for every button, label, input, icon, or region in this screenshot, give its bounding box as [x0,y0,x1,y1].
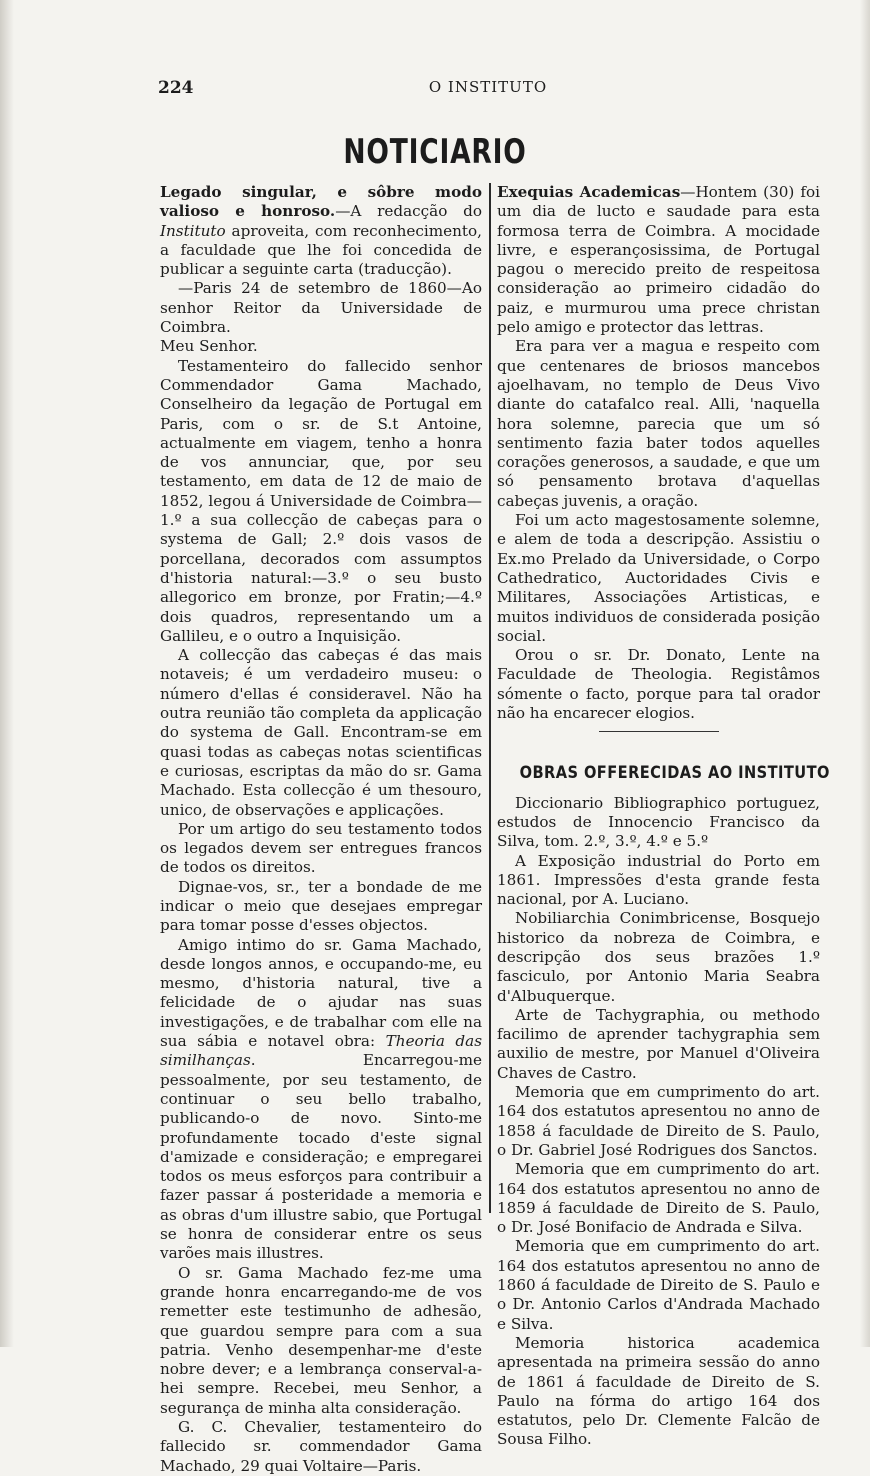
journal-name: Instituto [160,221,226,240]
letter-dateline: —Paris 24 de setembro de 1860—Ao senhor Reitor da Universidade de Coimbra. [160,279,482,337]
letter-paragraph: Testamenteiro do fallecido senhor Commendador Gama Machado, Conselheiro da legação de Portugal em Paris, com o sr. de S.t Antoine, actualmente em viagem, tenho a honra de vos annunciar, que, por seu testamento, em data de 12 de maio de 1852, legou á Universidade de Coimbra—1.º a sua collecção de cabeças para o systema de Gall; 2.º dois vasos de porcellana, decorados com assumptos d'historia natural:—3.º o seu busto allegorico em bronze, por Fratin;—4.º dois quadros, representando um a Gallileu, e o outro a Inquisição. [160,356,482,645]
exequias-paragraph: Foi um acto magestosamente solemne, e alem de toda a descripção. Assistiu o Ex.mo Prelado da Universidade, o Corpo Cathedratico, Auctoridades Civis e Militares, Associações Artisticas, e muitos individuos de considerada posição social. [497,511,820,645]
left-column [160,183,482,1476]
legacy-lead: Legado singular, e sôbre modo valioso e honroso. [160,183,482,221]
offered-work-item: Nobiliarchia Conimbricense, Bosquejo historico da nobreza de Coimbra, e descripção dos seus brazões 1.º fasciculo, por Antonio Maria Seabra d'Albuquerque. [497,909,820,1005]
right-column [497,183,830,1450]
letter-paragraph: O sr. Gama Machado fez-me uma grande honra encarregando-me de vos remetter este testimunho de adhesão, que guardou sempre para com a sua patria. Venho desempenhar-me d'este nobre dever; e a lembrança conserval-a-hei sempre. Recebei, meu Senhor, a segurança de minha alta consideração. [160,1263,482,1417]
section-divider [599,731,719,732]
running-title: O INSTITUTO [428,78,548,96]
offered-work-item: Memoria que em cumprimento do art. 164 dos estatutos apresentou no anno de 1860 á faculdade de Direito de S. Paulo e o Dr. Antonio Carlos d'Andrada Machado e Silva. [497,1237,820,1333]
exequias-paragraph: Era para ver a magua e respeito com que centenares de briosos mancebos ajoelhavam, no templo de Deus Vivo diante do catafalco real. Alli, 'naquella hora solemne, parecia que um só sentimento fazia bater todos aquelles corações generosos, a saudade, e que um só pensamento brotava d'aquellas cabeças juvenis, a oração. [497,337,820,510]
obras-section-title: OBRAS OFFERECIDAS AO INSTITUTO [519,763,830,784]
section-heading-noticiario: NOTICIARIO [343,132,527,172]
page-edge-left [0,0,14,1347]
work-title: Theoria das similhanças [160,1032,482,1070]
letter-paragraph: Dignae-vos, sr., ter a bondade de me indicar o meio que desejaes empregar para tomar posse d'esses objectos. [160,877,482,935]
exequias-lead: Exequias Academicas [497,183,681,201]
page-edge-right [860,0,870,1347]
page-number: 224 [158,78,194,98]
letter-salutation: Meu Senhor. [160,337,258,356]
offered-work-item: Memoria historica academica apresentada na primeira sessão do anno de 1861 á faculdade de Direito de S. Paulo na fórma do artigo 164 dos estatutos, pelo Dr. Clemente Falcão de Sousa Filho. [497,1333,820,1449]
letter-signature: G. C. Chevalier, testamenteiro do fallecido sr. commendador Gama Machado, 29 quai Voltaire—Paris. [160,1418,482,1475]
legacy-intro-paragraph: Legado singular, e sôbre modo valioso e honroso.—A redacção do Instituto aproveita, com reconhecimento, a faculdade que lhe foi concedida de publicar a seguinte carta (traducção). [160,183,482,279]
offered-work-item: Memoria que em cumprimento do art. 164 dos estatutos apresentou no anno de 1859 á faculdade de Direito de S. Paulo, o Dr. José Bonifacio de Andrada e Silva. [497,1160,820,1237]
offered-work-item: A Exposição industrial do Porto em 1861. Impressões d'esta grande festa nacional, por A. Luciano. [497,851,820,909]
offered-work-item: Arte de Tachygraphia, ou methodo facilimo de aprender tachygraphia sem auxilio de mestre, por Manuel d'Oliveira Chaves de Castro. [497,1005,820,1082]
page-header [158,78,818,100]
exequias-paragraph: Exequias Academicas—Hontem (30) foi um dia de lucto e saudade para esta formosa terra de Coimbra. A mocidade livre, e esperançosissima, de Portugal pagou o merecido preito de respeitosa consideração ao primeiro cidadão do paiz, e murmurou uma prece christan pelo amigo e protector das lettras. [497,183,820,337]
letter-paragraph: Por um artigo do seu testamento todos os legados devem ser entregues francos de todos os direitos. [160,819,482,877]
offered-work-item: Memoria que em cumprimento do art. 164 dos estatutos apresentou no anno de 1858 á faculdade de Direito de S. Paulo, o Dr. Gabriel José Rodrigues dos Sanctos. [497,1083,820,1159]
letter-paragraph: Amigo intimo do sr. Gama Machado, desde longos annos, e occupando-me, eu mesmo, d'historia natural, tive a felicidade de o ajudar nas suas investigações, e de trabalhar com elle na sua sábia e notavel obra: Theoria das similhanças. Encarregou-me pessoalmente, por seu testamento, de continuar o seu bello trabalho, publicando-o de novo. Sinto-me profundamente tocado d'este signal d'amizade e consideração; e empregarei todos os meus esforços para contribuir a fazer passar á posteridade a memoria e as obras d'um illustre sabio, que Portugal se honra de considerar entre os seus varões mais illustres. [160,935,482,1263]
offered-work-item: Diccionario Bibliographico portuguez, estudos de Innocencio Francisco da Silva, tom. 2.º, 3.º, 4.º e 5.º [497,793,820,851]
column-rule [489,183,491,1213]
exequias-paragraph: Orou o sr. Dr. Donato, Lente na Faculdade de Theologia. Registâmos sómente o facto, porque para tal orador não ha encarecer elogios. [497,646,820,723]
letter-paragraph: A collecção das cabeças é das mais notaveis; é um verdadeiro museu: o número d'ellas é consideravel. Não ha outra reunião tão completa da applicação do systema de Gall. Encontram-se em quasi todas as cabeças notas scientificas e curiosas, escriptas da mão do sr. Gama Machado. Esta collecção é um thesouro, unico, de observações e applicações. [160,646,482,819]
